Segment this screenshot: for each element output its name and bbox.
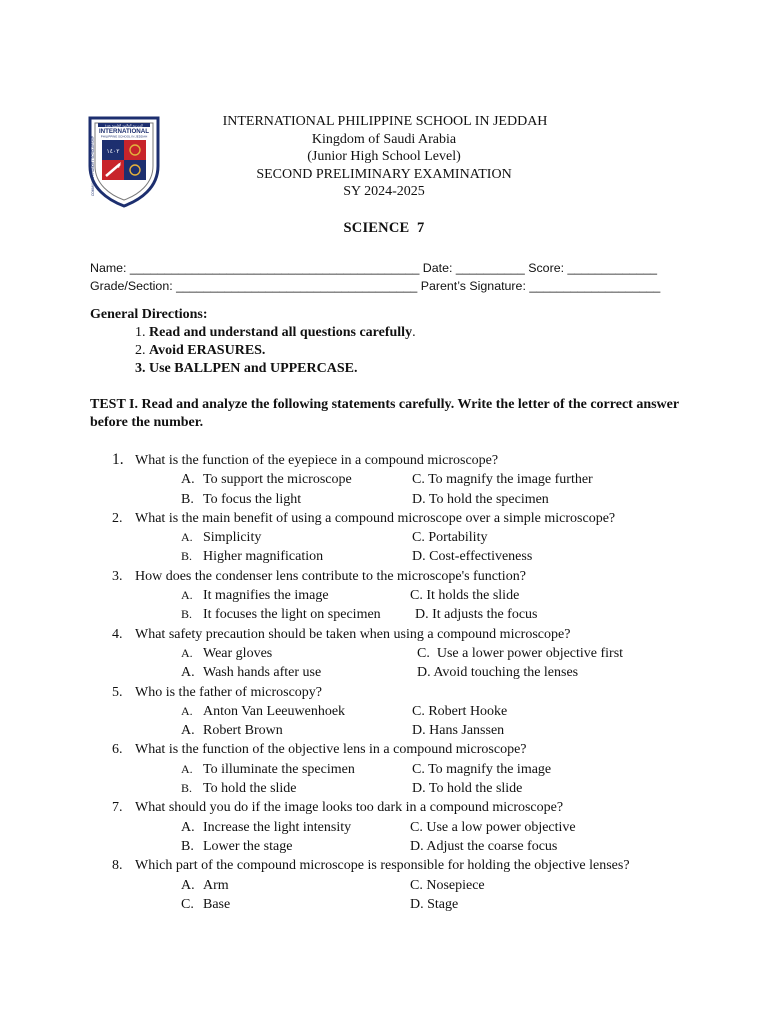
choice-b[interactable]	[181, 490, 301, 509]
choice-letter: A.	[181, 645, 193, 660]
question-number: 2.	[112, 510, 123, 526]
choice-text: It focuses the light on specimen	[203, 607, 381, 623]
choice-letter: B.	[181, 607, 193, 622]
logo-top-text: INTERNATIONAL	[98, 128, 150, 135]
question-text: What safety precaution should be taken when using a compound microscope?	[135, 626, 571, 642]
question-text: What is the main benefit of using a compound microscope over a simple microscope?	[135, 510, 616, 526]
choice-text: To support the microscope	[203, 472, 352, 488]
question-number: 8.	[112, 858, 123, 874]
choice-row	[90, 644, 630, 663]
choice-row	[90, 876, 630, 895]
choice-letter: A.	[181, 723, 195, 739]
choice-letter: A.	[181, 819, 195, 835]
logo-sub-text: PHILIPPINE SCHOOL IN JEDDAH	[100, 134, 148, 139]
choice-text: To illuminate the specimen	[203, 761, 355, 777]
choice-row	[90, 760, 630, 779]
choice-c[interactable]	[410, 586, 519, 605]
choice-letter: C.	[410, 588, 423, 604]
question-number: 6.	[112, 742, 123, 758]
question-item	[90, 509, 630, 567]
question-list	[90, 451, 630, 914]
question-number: 4.	[112, 626, 123, 642]
choice-text: To magnify the image further	[428, 472, 593, 488]
choice-text: It adjusts the focus	[432, 607, 538, 623]
choice-d[interactable]	[412, 547, 532, 566]
choice-c[interactable]	[412, 702, 507, 721]
choice-row	[90, 702, 630, 721]
direction-2	[90, 342, 416, 360]
question-item	[90, 856, 630, 914]
question-stem	[90, 740, 630, 759]
choice-d[interactable]	[412, 721, 504, 740]
choice-row	[90, 490, 630, 509]
choice-text: Cost-effectiveness	[429, 549, 533, 565]
question-text: What is the function of the objective lens in a compound microscope?	[135, 742, 527, 758]
choice-text: To focus the light	[203, 491, 302, 507]
choice-row	[90, 779, 630, 798]
choice-letter: C.	[410, 819, 423, 835]
name-date-score-row[interactable]: Name: __________________________________________ Date: __________ Score: _____________	[90, 261, 658, 275]
question-stem	[90, 625, 630, 644]
choice-text: Portability	[428, 530, 488, 546]
choice-b[interactable]	[181, 547, 323, 566]
choice-text: Wash hands after use	[203, 665, 322, 681]
choice-c[interactable]	[410, 818, 576, 837]
choice-text: Use a low power objective	[426, 819, 576, 835]
choice-letter: B.	[181, 838, 194, 854]
question-stem	[90, 683, 630, 702]
choice-row	[90, 547, 630, 566]
choice-row	[90, 663, 630, 682]
choice-a[interactable]	[181, 818, 351, 837]
choice-letter: B.	[181, 781, 193, 796]
choice-c[interactable]	[417, 644, 623, 663]
choice-c[interactable]	[412, 760, 551, 779]
question-text: Who is the father of microscopy?	[135, 684, 322, 700]
choice-letter: C.	[412, 530, 425, 546]
choice-row	[90, 470, 630, 489]
choice-text: Avoid touching the lenses	[433, 665, 579, 681]
logo-arabic-text: المدرسة العالمية الفلبينية بجدة	[104, 123, 144, 128]
choice-row	[90, 605, 630, 624]
choice-letter: C.	[412, 472, 425, 488]
choice-text: To hold the specimen	[428, 491, 549, 507]
choice-letter: D.	[417, 665, 431, 681]
question-number: 1.	[112, 451, 124, 468]
choice-text: Increase the light intensity	[203, 819, 352, 835]
choice-text: It holds the slide	[426, 588, 520, 604]
choice-letter: D.	[410, 896, 424, 912]
choice-text: Wear gloves	[203, 645, 273, 661]
question-item	[90, 740, 630, 798]
choice-d[interactable]	[412, 490, 549, 509]
choice-row	[90, 528, 630, 547]
choice-b[interactable]	[181, 721, 283, 740]
choice-a[interactable]	[181, 760, 355, 779]
choice-a[interactable]	[181, 528, 261, 547]
choice-a[interactable]	[181, 876, 229, 895]
question-stem	[90, 567, 630, 586]
question-item	[90, 451, 630, 509]
choice-text: Nosepiece	[426, 877, 485, 893]
choice-d[interactable]	[412, 779, 522, 798]
logo-year-text: ١٤٠٢	[106, 148, 120, 155]
choice-letter: C.	[410, 877, 423, 893]
question-number: 7.	[112, 800, 123, 816]
choice-letter: D.	[415, 607, 429, 623]
question-text: How does the condenser lens contribute to the microscope's function?	[135, 568, 526, 584]
exam-title: SECOND PRELIMINARY EXAMINATION	[256, 166, 512, 182]
choice-text: Lower the stage	[203, 838, 293, 854]
choice-text: Use a lower power objective first	[433, 645, 624, 661]
choice-letter: D.	[410, 838, 424, 854]
choice-text: Robert Hooke	[428, 703, 508, 719]
question-number: 5.	[112, 684, 123, 700]
question-stem	[90, 451, 630, 470]
question-item	[90, 625, 630, 683]
choice-a[interactable]	[181, 644, 272, 663]
choice-row	[90, 837, 630, 856]
question-stem	[90, 856, 630, 875]
choice-text: Adjust the coarse focus	[426, 838, 558, 854]
choice-letter: C.	[412, 761, 425, 777]
choice-text: To hold the slide	[203, 781, 297, 797]
choice-letter: C.	[181, 896, 194, 912]
school-country: Kingdom of Saudi Arabia	[311, 131, 457, 147]
direction-2-num: 2.	[135, 343, 149, 358]
choice-row	[90, 895, 630, 914]
question-stem	[90, 798, 630, 817]
choice-text: Anton Van Leeuwenhoek	[203, 703, 346, 719]
choice-letter: C.	[412, 703, 425, 719]
question-stem	[90, 509, 630, 528]
grade-signature-row[interactable]: Grade/Section: ___________________________________ Parent’s Signature: ___________________	[90, 279, 661, 293]
choice-letter: A.	[181, 703, 193, 718]
choice-b[interactable]	[181, 663, 321, 682]
choice-c[interactable]	[412, 470, 593, 489]
choice-a[interactable]	[181, 586, 329, 605]
logo-ring-text: COMMUNITY • HONOR • SCHOLARSHIP	[91, 135, 95, 197]
direction-1-text: Read and understand all questions carefully	[149, 325, 413, 340]
general-directions	[90, 306, 416, 378]
question-text: What is the function of the eyepiece in a compound microscope?	[135, 453, 499, 468]
choice-text: Base	[203, 896, 231, 912]
direction-3: 3. Use BALLPEN and UPPERCASE.	[135, 361, 358, 376]
choice-text: Hans Janssen	[429, 723, 505, 739]
direction-1-num: 1.	[135, 325, 149, 340]
choice-text: Arm	[203, 877, 229, 893]
choice-d[interactable]	[415, 605, 538, 624]
choice-letter: D.	[412, 549, 426, 565]
school-year: SY 2024-2025	[343, 184, 425, 200]
question-item	[90, 798, 630, 856]
choice-text: Higher magnification	[203, 549, 324, 565]
choice-text: It magnifies the image	[203, 588, 329, 604]
choice-letter: A.	[181, 761, 193, 776]
choice-b[interactable]	[181, 779, 297, 798]
choice-text: Robert Brown	[203, 723, 283, 739]
choice-row	[90, 721, 630, 740]
choice-a[interactable]	[181, 702, 345, 721]
directions-title: General Directions:	[90, 307, 208, 322]
choice-row	[90, 586, 630, 605]
choice-letter: A.	[181, 665, 195, 681]
choice-letter: A.	[181, 588, 193, 603]
school-name: INTERNATIONAL PHILIPPINE SCHOOL IN JEDDAH	[222, 114, 548, 129]
choice-a[interactable]	[181, 470, 352, 489]
choice-d[interactable]	[410, 895, 458, 914]
choice-letter: D.	[412, 781, 426, 797]
choice-b[interactable]	[181, 895, 230, 914]
choice-text: To hold the slide	[428, 781, 523, 797]
choice-c[interactable]	[412, 528, 487, 547]
choice-letter: B.	[181, 491, 194, 507]
choice-text: Simplicity	[203, 530, 262, 546]
choice-letter: A.	[181, 530, 193, 545]
choice-row	[90, 818, 630, 837]
choice-letter: A.	[181, 877, 195, 893]
choice-letter: B.	[181, 549, 193, 564]
choice-b[interactable]	[181, 605, 381, 624]
choice-d[interactable]	[417, 663, 578, 682]
question-item	[90, 567, 630, 625]
choice-text: To magnify the image	[428, 761, 552, 777]
school-level: (Junior High School Level)	[307, 149, 461, 165]
choice-text: Stage	[427, 896, 459, 912]
student-info-fields	[90, 259, 660, 295]
choice-c[interactable]	[410, 876, 485, 895]
choice-letter: D.	[412, 491, 426, 507]
question-number: 3.	[112, 568, 123, 584]
choice-b[interactable]	[181, 837, 292, 856]
choice-letter: D.	[412, 723, 426, 739]
school-header	[0, 113, 768, 201]
question-item	[90, 683, 630, 741]
test-instructions: TEST I. Read and analyze the following statements carefully. Write the letter of the correct answer before the number.	[90, 397, 679, 430]
direction-1	[90, 324, 416, 342]
direction-2-text: Avoid ERASURES.	[149, 343, 266, 358]
subject-title: SCIENCE 7	[343, 220, 425, 236]
choice-d[interactable]	[410, 837, 557, 856]
question-text: What should you do if the image looks too dark in a compound microscope?	[135, 800, 564, 816]
question-text: Which part of the compound microscope is responsible for holding the objective lenses?	[135, 858, 630, 874]
choice-letter: C.	[417, 645, 430, 661]
choice-letter: A.	[181, 472, 195, 488]
direction-1-end: .	[412, 325, 416, 340]
